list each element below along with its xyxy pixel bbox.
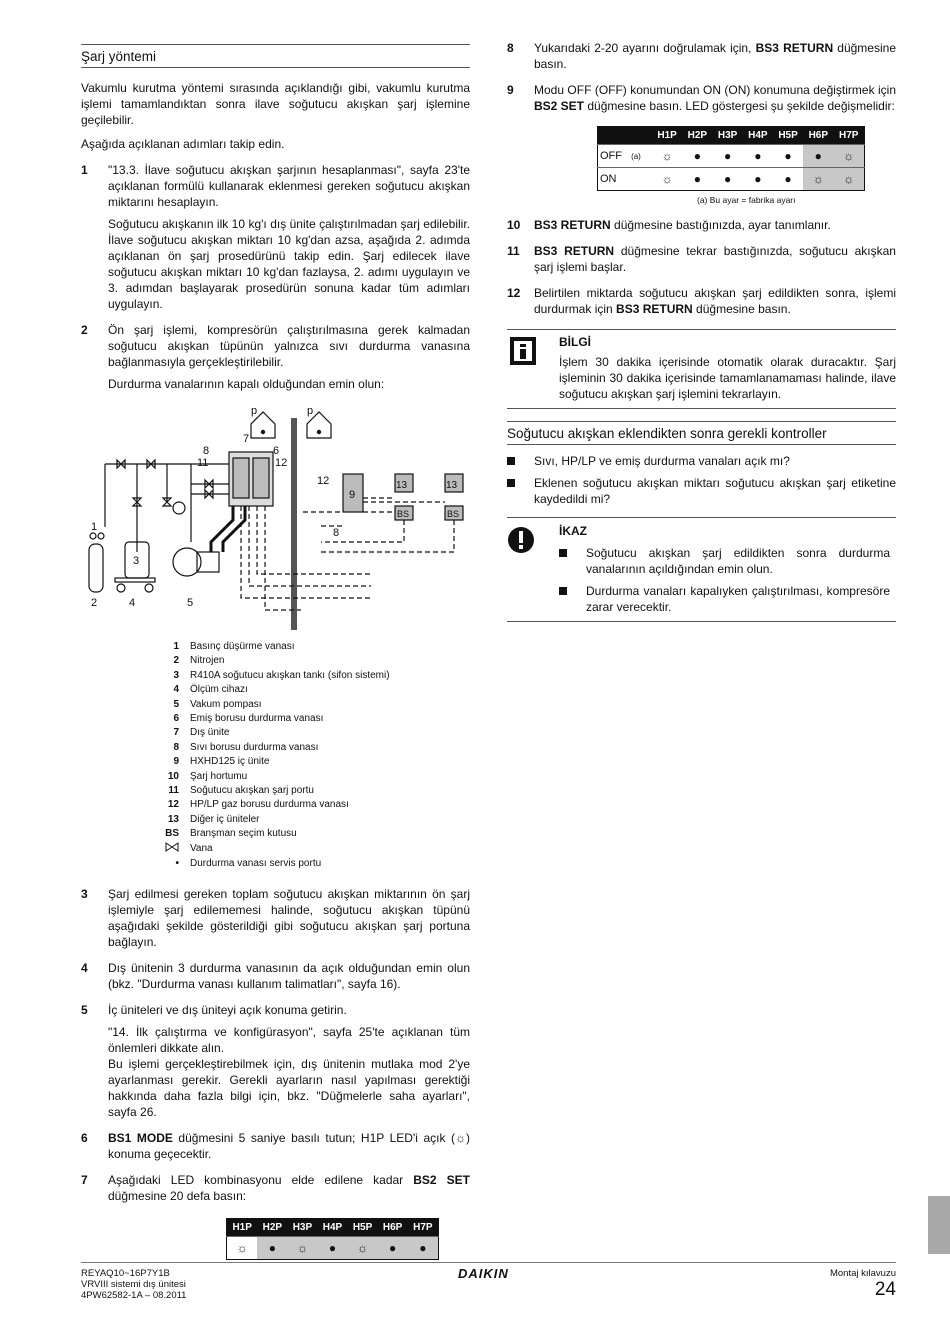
led-cell: ● [712,168,742,191]
step-2 [81,322,470,392]
intro-instruction: Aşağıda açıklanan adımları takip edin. [81,137,285,151]
step-text: "13.3. İlave soğutucu akışkan şarjının hesaplanması", sayfa 23'te açıklanan formülü kullanarak eklenmesi gereken soğutucu akışkan miktarını hesaplayın. [108,163,470,209]
diagram-label: 8 [203,445,210,457]
led-cell: ● [682,145,712,168]
step-text: Modu OFF (OFF) konumundan ON (ON) konumuna değiştirmek için BS2 SET düğmesine basın. LED göstergesi şu şekilde değişmelidir: [534,83,896,113]
step-8 [507,40,896,72]
led-table-step7 [226,1218,439,1260]
diagram-label: 4 [129,597,136,609]
warning-item: Durdurma vanaları kapalıyken çalıştırılması, kompresöre zarar verecektir. [559,583,890,615]
diagram-label: p [307,405,314,417]
diagram-label: 13 [396,480,408,491]
led-cell: ● [773,168,803,191]
led-cell: ☼ [803,168,833,191]
led-header: H3P [287,1218,317,1236]
step-text: İç üniteleri ve dış üniteyi açık konuma getirin. [108,1002,347,1017]
led-cell: ● [803,145,833,168]
led-row-label: ON [598,168,653,191]
diagram-label: BS [447,509,460,519]
info-icon [509,336,537,366]
legend-item: 6 Emiş borusu durdurma vanası [173,713,324,725]
footer-docnum: 4PW62582-1A – 08.2011 [81,1290,187,1301]
led-table-step9 [597,126,865,191]
step-text: Şarj edilmesi gereken toplam soğutucu akışkan miktarının ön şarj işlemiyle şarj edilememesi halinde, soğutucu akışkan tüpünü aşağıdaki şekilde gösterildiği gibi soğutucu akışkan şarj portuna bağlayın. [108,886,470,949]
step-3 [81,886,470,950]
led-header: H1P [652,127,682,145]
led-footnote: (a) Bu ayar = fabrika ayarı [697,195,796,205]
step-number: 1 [81,163,88,177]
step-12 [507,285,896,317]
legend-item: 9 HXHD125 iç ünite [173,756,270,768]
step-text: BS3 RETURN düğmesine bastığınızda, ayar tanımlanır. [534,218,831,232]
diagram-label: 12 [275,457,288,469]
led-cell: ☼ [652,168,682,191]
warning-item: Soğutucu akışkan şarj edildikten sonra durdurma vanalarının açıldığından emin olun. [559,545,890,577]
led-cell: ☼ [833,145,864,168]
led-header: H4P [743,127,773,145]
step-number: 7 [81,1172,88,1187]
info-box [507,329,896,409]
led-on-icon: ☼ [455,1130,466,1145]
diagram-label: 6 [273,445,280,457]
info-text: İşlem 30 dakika içerisinde otomatik olarak duracaktır. Şarj işleminin 30 dakika içerisinde tamamlanamaması halinde, ilave soğutucu akışkan şarj işlemini tekrarlayın. [559,355,896,401]
led-row-label: OFF (a) [598,145,653,168]
step-text: Bu işlemi gerçekleştirebilmek için, dış ünitenin mutlaka mod 2'ye ayarlanması gerekir. Gerekli ayarların nasıl yapılması gerektiği hakkında daha fazla bilgi için, bkz. "Düğmelerle saha ayarları", sayfa 26. [108,1056,470,1119]
footer-product: VRVIII sistemi dış ünitesi [81,1279,186,1290]
legend-item: • Durdurma vanası servis portu [175,858,322,870]
step-number: 12 [507,286,521,300]
legend-item: 8 Sıvı borusu durdurma vanası [173,741,319,753]
led-cell: ☼ [833,168,864,191]
warning-title: İKAZ [559,524,587,538]
step-number: 4 [81,960,88,975]
led-cell: ● [257,1236,287,1259]
led-cell: ● [378,1236,408,1259]
step-text: Ön şarj işlemi, kompresörün çalıştırılmasına gerek kalmadan soğutucu akışkan tüpünün yalnızca sıvı durdurma vanasına bağlanmasıyla gerçekleştirilebilir. [108,323,470,369]
led-cell: ☼ [348,1236,378,1259]
legend-item: BS Branşman seçim kutusu [165,828,297,840]
footer-doc-info [81,1268,186,1301]
step-1 [81,162,470,312]
step-number: 6 [81,1130,88,1145]
step-number: 10 [507,218,521,232]
led-header: H3P [712,127,742,145]
led-cell: ● [743,168,773,191]
legend-item: Vana [163,842,470,857]
step-number: 3 [81,886,88,901]
step-number: 11 [507,244,520,258]
led-header: H4P [317,1218,347,1236]
step-text: "14. İlk çalıştırma ve konfigürasyon", sayfa 25'te açıklanan tüm önlemleri dikkate alın. [108,1024,470,1055]
step-text: Yukarıdaki 2-20 ayarını doğrulamak için, BS3 RETURN düğmesine basın. [534,41,896,71]
diagram-label: 1 [91,521,98,533]
led-cell: ● [317,1236,347,1259]
led-header: H5P [348,1218,378,1236]
side-tab [928,1196,950,1254]
step-5 [81,1002,470,1120]
legend-item: 7 Dış ünite [173,727,230,739]
led-cell: ● [712,145,742,168]
check-item: Sıvı, HP/LP ve emiş durdurma vanaları açık mı? [507,453,896,469]
diagram-label: 2 [91,597,98,609]
led-cell: ● [408,1236,439,1259]
legend-item: 13 Diğer iç üniteler [167,813,260,825]
step-text: BS1 MODE düğmesini 5 saniye basılı tutun; H1P LED'i açık (☼) konuma geçecektir. [108,1130,470,1161]
left-column [81,44,470,1260]
page-number: 24 [874,1279,896,1300]
diagram-label: 5 [187,597,194,609]
diagram-label: 12 [317,475,330,487]
step-4 [81,960,470,992]
legend-item: 2 Nitrojen [173,655,225,667]
legend-item: 1 Basınç düşürme vanası [173,641,295,652]
valve-icon [165,842,179,852]
step-text: Soğutucu akışkanın ilk 10 kg'ı dış ünite çalıştırılmadan şarj edilebilir. İlave soğutucu akışkan miktarı 10 kg'dan azsa, aşağıda 2. adımda açıklanan ön şarj prosedürünü takip edin. Şarj edilecek ilave soğutucu akışkan miktarı 10 kg'dan fazlaysa, 2. adımı uygulayın ve 3. adımdan başlayarak prosedürün sonuna kadar tüm adımları uygulayın. [108,217,470,311]
step-text: BS3 RETURN düğmesine tekrar bastığınızda, soğutucu akışkan şarj işlemi başlar. [534,244,896,274]
step-11 [507,243,896,275]
intro-paragraph: Vakumlu kurutma yöntemi sırasında açıklandığı gibi, vakumlu kurutma işlemi tamamlandıktan sonra ilave soğutucu akışkan şarj işlemine geçilebilir. [81,81,470,127]
warning-box [507,517,896,622]
legend-item: 3 R410A soğutucu akışkan tankı (sifon sistemi) [173,669,390,681]
section-title-charging-method: Şarj yöntemi [81,44,470,68]
charging-diagram [81,402,470,630]
diagram-label: BS [397,509,410,519]
led-header: H7P [833,127,864,145]
step-text: Durdurma vanalarının kapalı olduğundan emin olun: [108,377,385,391]
step-7 [81,1172,470,1204]
led-header: H6P [378,1218,408,1236]
footer-rule [81,1262,896,1263]
led-header: H5P [773,127,803,145]
section-title-checks: Soğutucu akışkan eklendikten sonra gerekli kontroller [507,421,896,445]
step-text: Aşağıdaki LED kombinasyonu elde edilene kadar BS2 SET düğmesine 20 defa basın: [108,1172,470,1203]
led-cell: ● [773,145,803,168]
diagram-legend [163,640,470,872]
brand-logo: DAIKIN [458,1266,509,1281]
step-number: 2 [81,323,88,337]
step-6 [81,1130,470,1162]
footer-manual-name: Montaj kılavuzu [829,1268,896,1279]
footer-model: REYAQ10~16P7Y1B [81,1268,170,1279]
led-header: H2P [682,127,712,145]
legend-item: 11 Soğutucu akışkan şarj portu [168,785,314,797]
led-header: H1P [227,1218,258,1236]
legend-item: 5 Vakum pompası [173,698,262,710]
diagram-label: 7 [243,433,250,445]
step-number: 9 [507,83,514,97]
right-column [507,40,896,622]
led-header: H6P [803,127,833,145]
step-number: 8 [507,41,514,55]
step-number: 5 [81,1002,88,1017]
diagram-label: p [251,405,258,417]
led-cell: ● [682,168,712,191]
diagram-label: 8 [333,527,340,539]
info-title: BİLGİ [559,335,591,349]
led-header: H7P [408,1218,439,1236]
step-9 [507,82,896,114]
led-cell: ☼ [287,1236,317,1259]
diagram-label: 9 [349,489,356,501]
legend-item: 12 HP/LP gaz borusu durdurma vanası [167,799,349,811]
led-header: H2P [257,1218,287,1236]
led-cell: ● [743,145,773,168]
legend-item: 10 Şarj hortumu [167,770,248,782]
warning-icon [507,526,535,554]
step-10 [507,217,896,233]
led-cell: ☼ [652,145,682,168]
step-text: Dış ünitenin 3 durdurma vanasının da açık olduğundan emin olun (bkz. "Durdurma vanası kullanım talimatları", sayfa 16). [108,960,470,991]
diagram-label: 13 [446,480,458,491]
legend-item: 4 Ölçüm cihazı [173,684,248,696]
diagram-label: 3 [133,555,140,567]
led-cell: ☼ [227,1236,258,1259]
check-item: Eklenen soğutucu akışkan miktarı soğutucu akışkan şarj etiketine kaydedildi mi? [507,475,896,507]
step-text: Belirtilen miktarda soğutucu akışkan şarj edildikten sonra, işlemi durdurmak için BS3 RETURN düğmesine basın. [534,286,896,316]
diagram-label: 11 [197,457,209,469]
footer-manual [830,1268,896,1301]
